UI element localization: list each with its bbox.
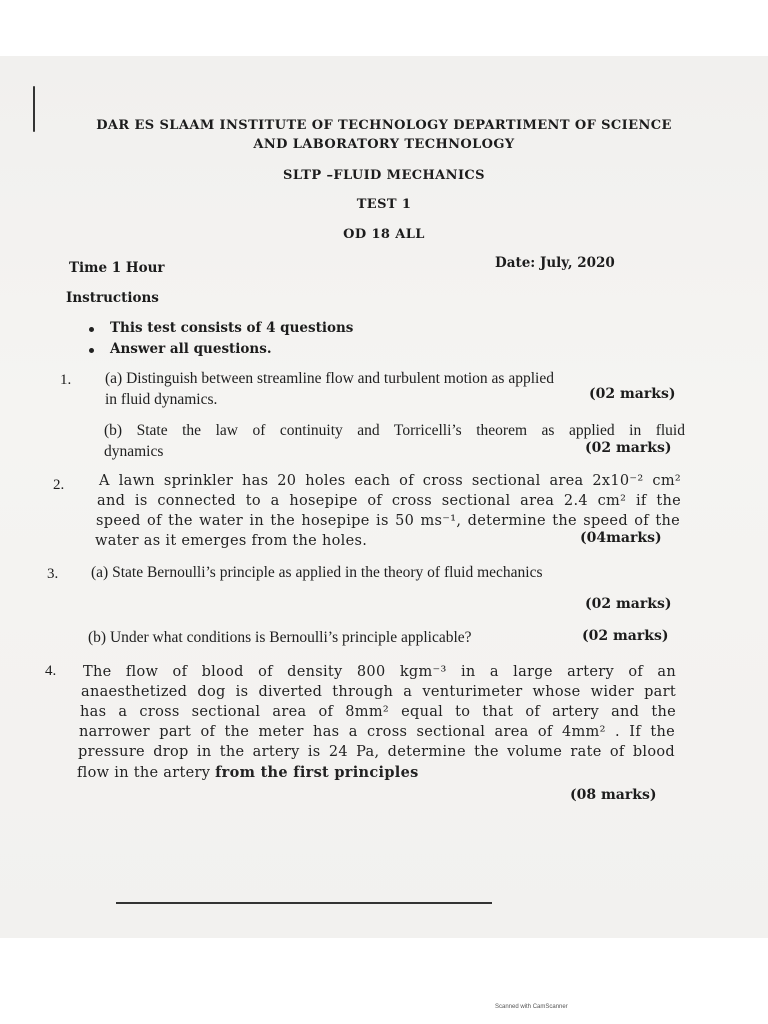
class-title: OD 18 ALL — [343, 227, 425, 242]
q3a-marks: (02 marks) — [585, 596, 672, 612]
q2-marks: (04marks) — [580, 530, 662, 546]
test-title: TEST 1 — [356, 197, 412, 212]
q2-line-3: speed of the water in the hosepipe is 50 ms⁻¹, determine the speed of the — [96, 513, 680, 529]
q4-line-4: narrower part of the meter has a cross sectional area of 4mm² . If the — [79, 724, 675, 740]
q4-line-6-text: flow in the artery — [77, 765, 216, 781]
q4-line-5: pressure drop in the artery is 24 Pa, determine the volume rate of blood — [78, 744, 675, 760]
course-title: SLTP –FLUID MECHANICS — [283, 168, 485, 183]
q1b-marks: (02 marks) — [585, 440, 672, 456]
question-number: 2. — [53, 477, 65, 493]
q4-line-1: The flow of blood of density 800 kgm⁻³ in a large artery of an — [83, 664, 676, 680]
end-line-divider — [116, 902, 492, 904]
q4-marks: (08 marks) — [570, 787, 657, 803]
scanner-watermark: Scanned with CamScanner — [495, 1004, 568, 1010]
time-allowed: Time 1 Hour — [69, 260, 165, 276]
instruction-item: This test consists of 4 questions — [110, 320, 354, 336]
q4-emphasis: from the first principles — [215, 764, 419, 781]
q3b-marks: (02 marks) — [582, 628, 669, 644]
instructions-title: Instructions — [66, 290, 159, 306]
q3b-text: (b) Under what conditions is Bernoulli’s principle applicable? — [88, 629, 472, 646]
q3a-text: (a) State Bernoulli’s principle as applied in the theory of fluid mechanics — [91, 564, 543, 581]
institute-line-1: DAR ES SLAAM INSTITUTE OF TECHNOLOGY DEPARTIMENT OF SCIENCE — [96, 118, 672, 133]
exam-paper — [0, 56, 768, 938]
q1a-line-2: in fluid dynamics. — [105, 391, 218, 408]
question-number: 4. — [45, 663, 57, 679]
q2-line-4: water as it emerges from the holes. — [95, 533, 368, 549]
q2-line-2: and is connected to a hosepipe of cross sectional area 2.4 cm² if the — [97, 493, 681, 509]
q2-line-1: A lawn sprinkler has 20 holes each of cross sectional area 2x10⁻² cm² — [99, 473, 681, 489]
q4-line-2: anaesthetized dog is diverted through a venturimeter whose wider part — [81, 684, 676, 700]
question-number: 3. — [47, 566, 59, 582]
q4-line-3: has a cross sectional area of 8mm² equal to that of artery and the — [80, 704, 676, 720]
q1b-line-2: dynamics — [104, 443, 164, 460]
bullet-icon — [89, 327, 94, 332]
q1b-line-1: (b) State the law of continuity and Torricelli’s theorem as applied in fluid — [104, 422, 685, 439]
question-number: 1. — [60, 372, 72, 388]
q1a-line-1: (a) Distinguish between streamline flow and turbulent motion as applied — [105, 370, 554, 387]
exam-date: Date: July, 2020 — [495, 255, 615, 271]
q1a-marks: (02 marks) — [589, 386, 676, 402]
bullet-icon — [89, 348, 94, 353]
q4-line-6 — [77, 763, 419, 783]
institute-line-2: AND LABORATORY TECHNOLOGY — [253, 137, 515, 152]
instruction-item: Answer all questions. — [110, 341, 272, 357]
